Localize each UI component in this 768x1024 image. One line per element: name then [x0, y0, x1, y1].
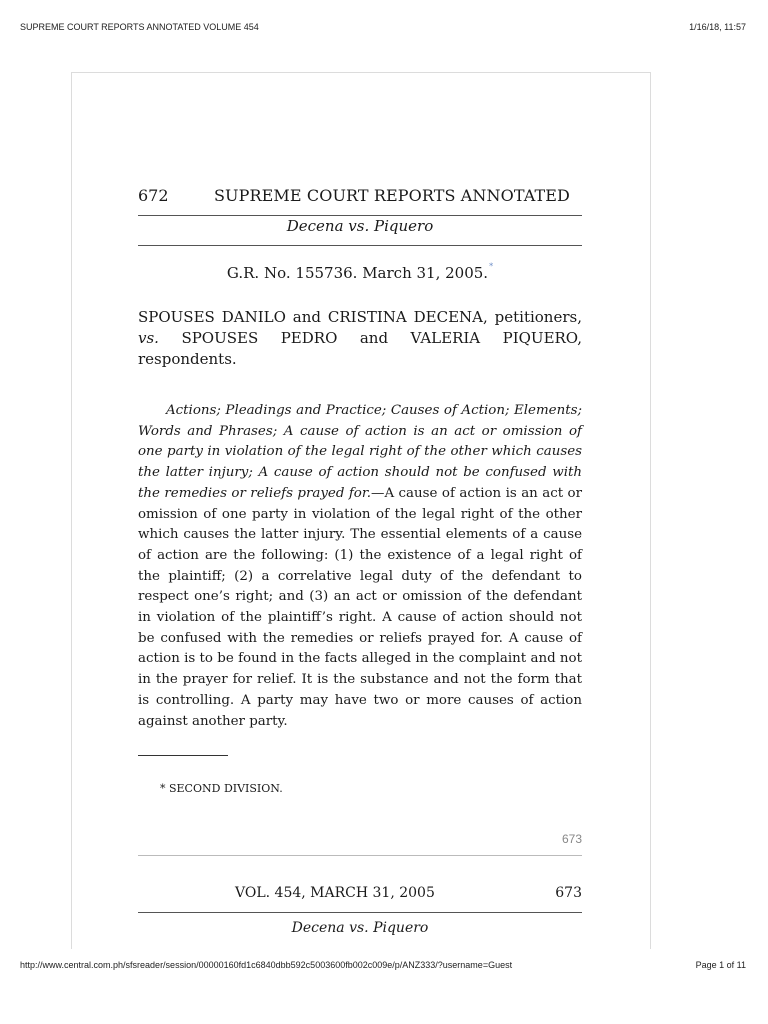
running-title: SUPREME COURT REPORTS ANNOTATED [214, 186, 570, 205]
running-head [138, 186, 582, 208]
vs-label: vs. [138, 329, 159, 347]
running-title-2: VOL. 454, MARCH 31, 2005 [235, 885, 435, 901]
gr-number [138, 262, 582, 282]
header-rule-2 [138, 912, 582, 913]
page-number-2: 673 [555, 885, 582, 901]
petitioners-line: SPOUSES DANILO and CRISTINA DECENA, petitioners, [138, 308, 582, 326]
syllabus-paragraph [138, 401, 582, 732]
footnote: * SECOND DIVISION. [160, 782, 283, 795]
case-title-2: Decena vs. Piquero [291, 920, 429, 936]
respondents-names: SPOUSES PEDRO and VALERIA PIQUERO, [181, 329, 582, 347]
syllabus-body: —A cause of action is an act or omission of one party in violation of the legal right of the other which causes the latter injury. The essential elements of a cause of action are the following: (1) the existence of a legal right of the plaintiff; (2) a correlative legal duty of the defendant to respect one’s right; and (3) an act or omission of the defendant in violation of the plaintiff’s right. A cause of action should not be confused with the remedies or reliefs prayed for. A cause of action is to be found in the facts alleged in the complaint and not in the prayer for relief. It is the substance and not the form that is controlling. A party may have two or more causes of action against another party. [138, 485, 583, 729]
parties [138, 307, 582, 370]
print-header-title: SUPREME COURT REPORTS ANNOTATED VOLUME 454 [20, 22, 259, 32]
syllabus-keywords: Actions; Pleadings and Practice; Causes of Action; Elements; Words and Phrases; A cause of action is an act or omission of one party in violation of the legal right of the other which causes the latter injury; A cause of action should not be confused with the remedies or reliefs prayed for. [138, 403, 582, 501]
print-footer-url: http://www.central.com.ph/sfsreader/session/00000160fd1c6840dbb592c5003600fb002c009e/p/ANZ333/?username=Guest [20, 960, 513, 970]
page-break-rule [138, 855, 582, 856]
gr-text: G.R. No. 155736. March 31, 2005. [226, 264, 489, 282]
page-number: 672 [138, 186, 169, 205]
running-head-2 [138, 885, 582, 905]
print-header-datetime: 1/16/18, 11:57 [689, 22, 746, 32]
respondents-label: respondents. [138, 350, 237, 368]
header-rule [138, 215, 582, 216]
print-footer-page: Page 1 of 11 [695, 960, 746, 970]
gr-footnote-link[interactable]: * [489, 262, 494, 271]
footnote-rule [138, 755, 228, 756]
page-marker: 673 [561, 832, 582, 846]
header-rule-bottom [138, 245, 582, 246]
respondents-line [138, 328, 582, 349]
case-title: Decena vs. Piquero [286, 217, 434, 235]
